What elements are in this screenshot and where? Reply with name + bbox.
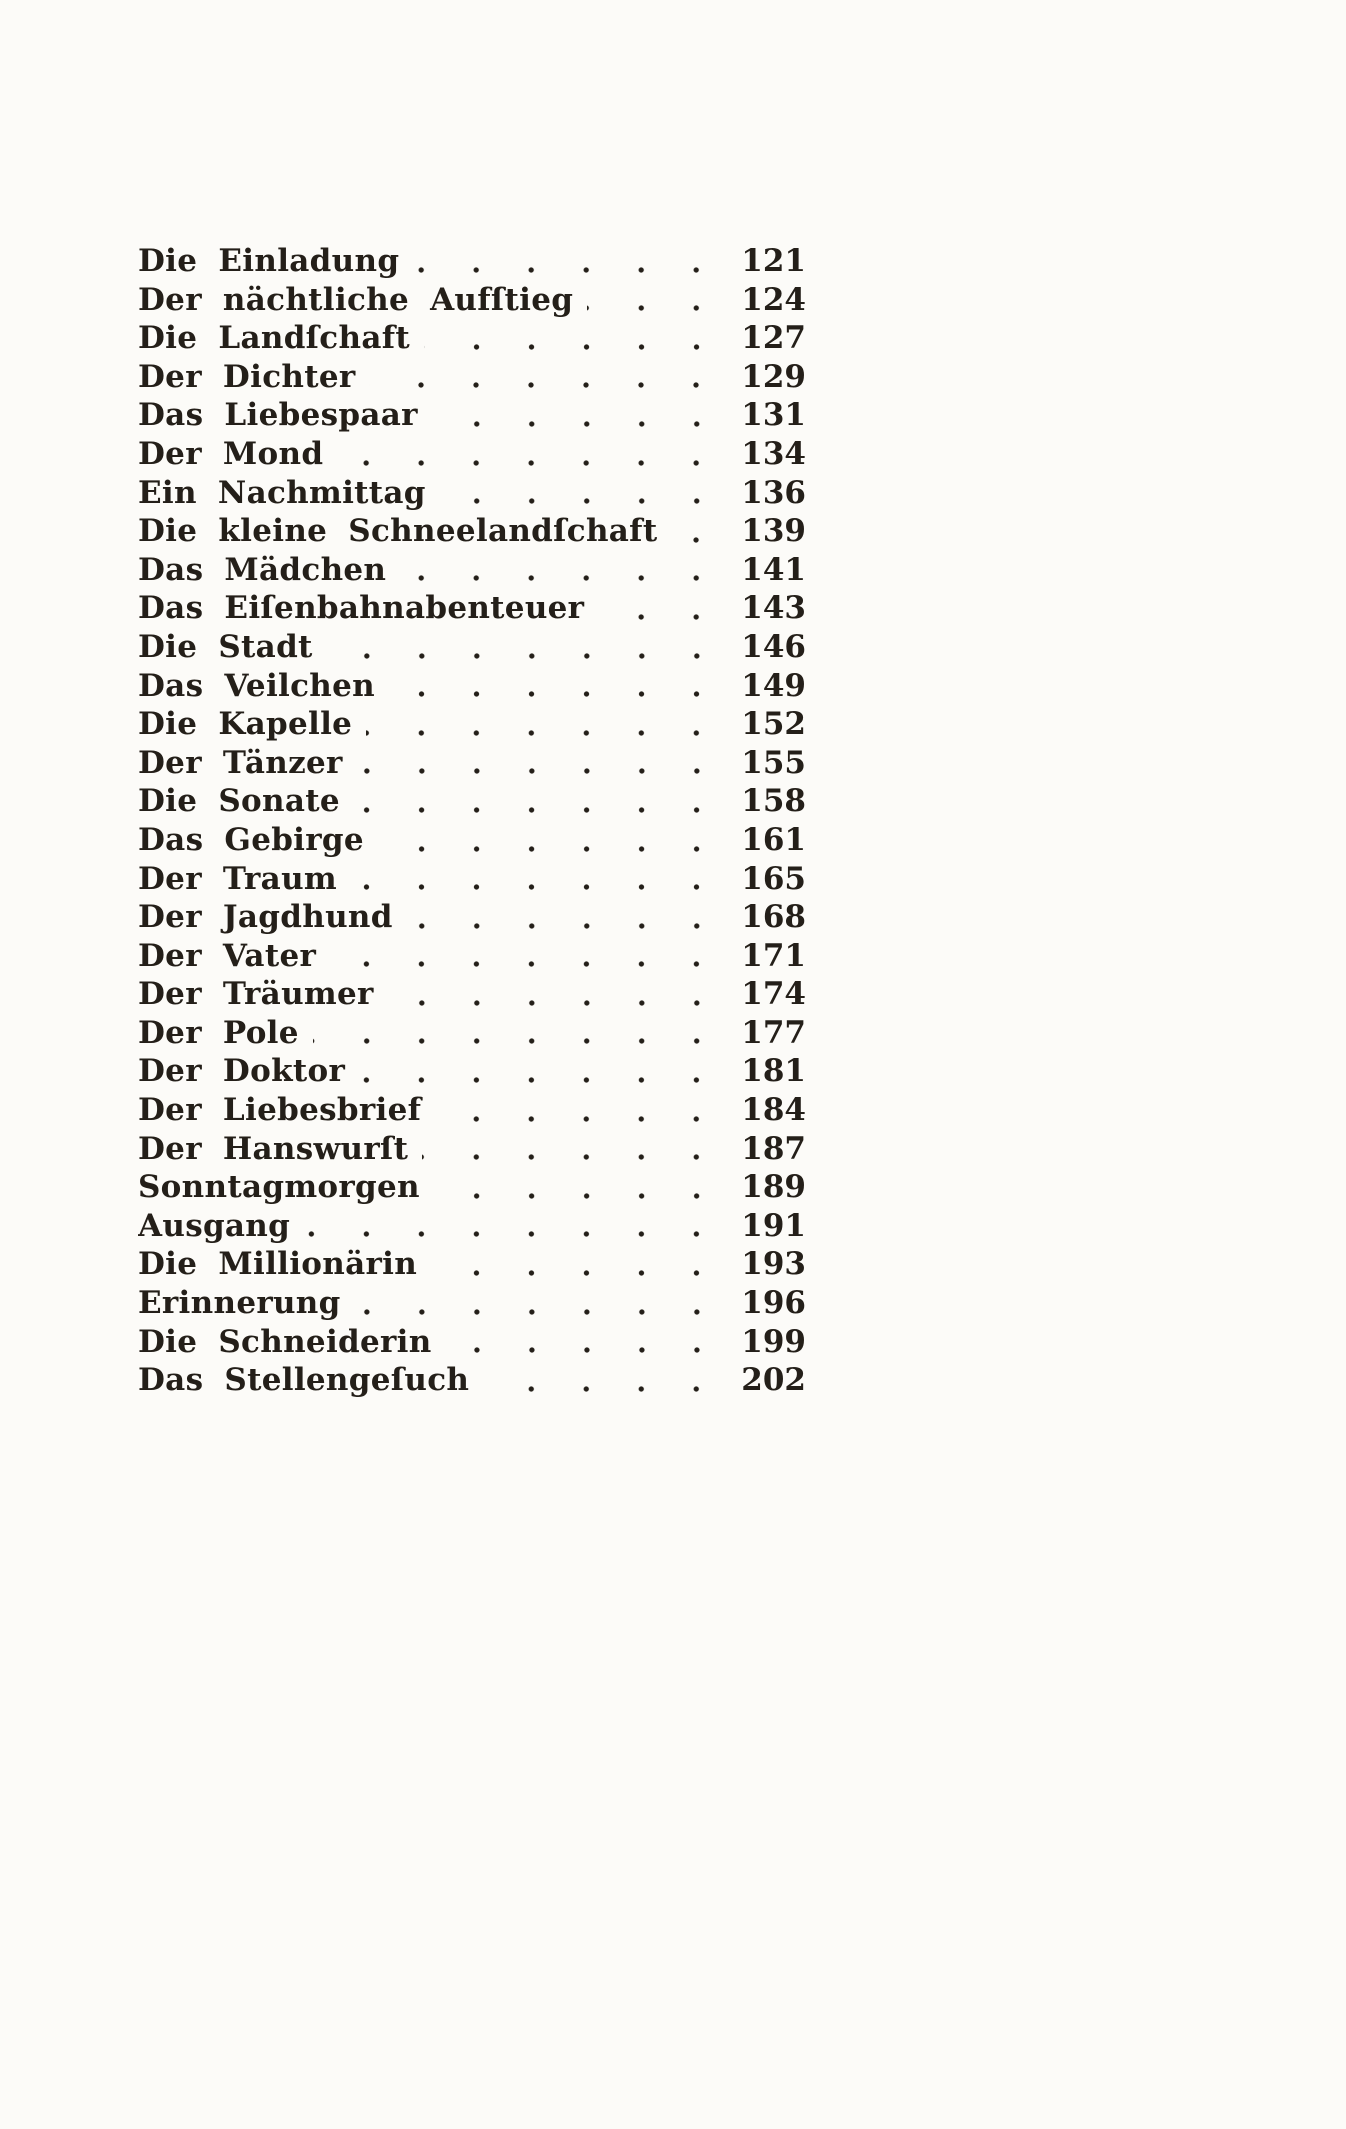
toc-entry-page: 174 (741, 976, 806, 1013)
toc-row (138, 1130, 806, 1169)
dot-leader (351, 860, 730, 899)
toc-entry-title: Die Einladung (138, 243, 400, 279)
dot-leader (413, 242, 730, 281)
toc-row (138, 1245, 806, 1284)
toc-entry-page: 129 (741, 358, 806, 395)
dot-leader (400, 551, 730, 590)
toc-row (138, 628, 806, 667)
dot-leader (422, 1130, 730, 1169)
toc-row (138, 937, 806, 976)
toc-entry-page: 187 (741, 1130, 806, 1167)
toc-entry-page: 139 (741, 513, 806, 550)
toc-row (138, 551, 806, 590)
toc-entry-page: 177 (741, 1014, 806, 1051)
toc-entry-title: Die Schneiderin (138, 1323, 432, 1360)
toc-entry-page: 141 (741, 551, 806, 588)
dot-leader (424, 319, 730, 358)
toc-row (138, 1091, 806, 1130)
toc-entry-page: 165 (741, 860, 806, 897)
dot-leader (313, 1014, 730, 1053)
toc-entry-title: Die Stadt (138, 628, 313, 665)
dot-leader (304, 1207, 730, 1246)
toc-entry-page: 152 (741, 706, 806, 743)
toc-entry-title: Ein Nachmittag (138, 474, 426, 511)
toc-entry-title: Die kleine Schneelandſchaft (138, 513, 658, 550)
toc-row (138, 1168, 806, 1207)
dot-leader (369, 358, 730, 397)
toc-entry-page: 143 (741, 590, 806, 627)
toc-entry-title: Der Dichter (138, 358, 356, 395)
toc-entry-page: 127 (741, 320, 806, 357)
toc-row (138, 744, 806, 783)
toc-row (138, 435, 806, 474)
toc-entry-title: Das Liebespaar (138, 397, 418, 434)
dot-leader (483, 1361, 730, 1400)
toc-entry-page: 146 (741, 628, 806, 665)
toc-entry-page: 136 (741, 474, 806, 511)
dot-leader (357, 744, 730, 783)
toc-list (138, 242, 806, 1400)
dot-leader (330, 937, 730, 976)
toc-row (138, 705, 806, 744)
toc-row (138, 975, 806, 1014)
dot-leader (327, 628, 730, 667)
toc-entry-title: Der Tänzer (138, 744, 343, 781)
toc-entry-title: Die Sonate (138, 783, 340, 820)
dot-leader (446, 1323, 730, 1362)
toc-entry-title: Das Gebirge (138, 821, 364, 858)
toc-entry-title: Das Eiſenbahnabenteuer (138, 590, 585, 627)
toc-entry-page: 184 (741, 1092, 806, 1129)
toc-entry-title: Der nächtliche Aufſtieg (138, 281, 574, 318)
dot-leader (354, 782, 730, 821)
toc-entry-title: Sonntagmorgen (138, 1169, 420, 1206)
dot-leader (359, 1052, 730, 1091)
dot-leader (388, 975, 730, 1014)
toc-entry-page: 124 (741, 281, 806, 318)
toc-entry-title: Die Millionärin (138, 1246, 418, 1283)
toc-entry-title: Die Kapelle (138, 706, 353, 743)
dot-leader (389, 667, 730, 706)
toc-entry-title: Der Hanswurſt (138, 1130, 409, 1167)
toc-entry-title: Die Landſchaft (138, 320, 410, 357)
toc-row (138, 860, 806, 899)
dot-leader (431, 1245, 730, 1284)
toc-entry-page: 158 (741, 783, 806, 820)
toc-row (138, 1207, 806, 1246)
toc-entry-page: 181 (741, 1053, 806, 1090)
toc-entry-title: Der Jagdhund (138, 899, 393, 936)
toc-row (138, 396, 806, 435)
toc-row (138, 1323, 806, 1362)
toc-row (138, 667, 806, 706)
toc-entry-title: Der Mond (138, 435, 324, 472)
toc-entry-title: Ausgang (138, 1207, 291, 1244)
dot-leader (407, 898, 730, 937)
dot-leader (355, 1284, 730, 1323)
toc-entry-title: Der Träumer (138, 976, 374, 1013)
toc-entry-title: Der Traum (138, 860, 338, 897)
toc-entry-title: Das Mädchen (138, 551, 387, 588)
toc-entry-title: Der Doktor (138, 1053, 346, 1090)
toc-row (138, 1014, 806, 1053)
toc-entry-page: 171 (741, 937, 806, 974)
dot-leader (434, 1168, 730, 1207)
dot-leader (671, 512, 730, 551)
toc-row (138, 242, 806, 281)
toc-row (138, 319, 806, 358)
toc-entry-page: 161 (741, 821, 806, 858)
toc-entry-title: Das Veilchen (138, 667, 375, 704)
toc-entry-title: Der Pole (138, 1014, 299, 1051)
toc-entry-page: 155 (741, 744, 806, 781)
dot-leader (432, 396, 730, 435)
toc-entry-title: Erinnerung (138, 1285, 341, 1322)
toc-entry-page: 196 (741, 1285, 806, 1322)
toc-entry-title: Der Liebesbrief (138, 1092, 422, 1129)
toc-entry-page: 121 (741, 243, 806, 279)
dot-leader (435, 1091, 730, 1130)
toc-row (138, 1361, 806, 1400)
toc-entry-page: 168 (741, 899, 806, 936)
toc-entry-page: 134 (741, 435, 806, 472)
dot-leader (337, 435, 730, 474)
toc-row (138, 821, 806, 860)
toc-entry-title: Das Stellengeſuch (138, 1362, 470, 1399)
toc-entry-page: 193 (741, 1246, 806, 1283)
toc-row (138, 589, 806, 628)
toc-entry-page: 149 (741, 667, 806, 704)
toc-entry-page: 191 (741, 1207, 806, 1244)
toc-row (138, 898, 806, 937)
toc-entry-page: 189 (741, 1169, 806, 1206)
toc-row (138, 782, 806, 821)
dot-leader (598, 589, 730, 628)
toc-entry-page: 131 (741, 397, 806, 434)
dot-leader (587, 281, 730, 320)
toc-row (138, 281, 806, 320)
toc-entry-title: Der Vater (138, 937, 317, 974)
dot-leader (366, 705, 730, 744)
toc-row (138, 474, 806, 513)
toc-row (138, 1284, 806, 1323)
toc-row (138, 358, 806, 397)
dot-leader (378, 821, 730, 860)
toc-row (138, 512, 806, 551)
toc-row (138, 1052, 806, 1091)
dot-leader (440, 474, 730, 513)
toc-entry-page: 202 (741, 1362, 806, 1399)
toc-entry-page: 199 (741, 1323, 806, 1360)
